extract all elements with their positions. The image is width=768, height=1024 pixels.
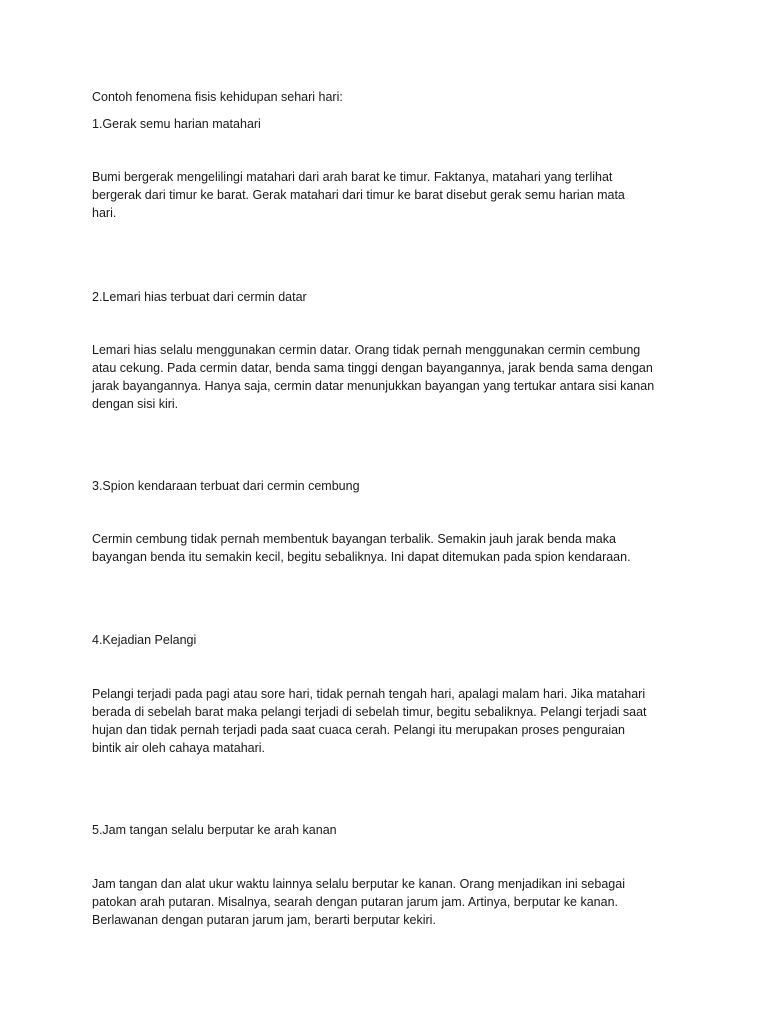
body-line: jarak bayangannya. Hanya saja, cermin datar menunjukkan bayangan yang tertukar antara sisi kanan xyxy=(92,379,655,393)
section-heading-2: 2.Lemari hias terbuat dari cermin datar xyxy=(92,290,307,304)
body-line: bintik air oleh cahaya matahari. xyxy=(92,741,266,755)
body-line: Berlawanan dengan putaran jarum jam, berarti berputar kekiri. xyxy=(92,913,436,927)
body-line: atau cekung. Pada cermin datar, benda sama tinggi dengan bayangannya, jarak benda sama dengan xyxy=(92,361,653,375)
section-heading-5: 5.Jam tangan selalu berputar ke arah kanan xyxy=(92,823,337,837)
section-body-1 xyxy=(92,168,692,222)
intro-text: Contoh fenomena fisis kehidupan sehari hari: xyxy=(92,90,343,104)
body-line: dengan sisi kiri. xyxy=(92,397,179,411)
body-line: Jam tangan dan alat ukur waktu lainnya selalu berputar ke kanan. Orang menjadikan ini sebagai xyxy=(92,877,625,891)
section-body-5 xyxy=(92,875,692,929)
section-heading-4: 4.Kejadian Pelangi xyxy=(92,633,197,647)
section-heading-3: 3.Spion kendaraan terbuat dari cermin cembung xyxy=(92,479,360,493)
body-line: Bumi bergerak mengelilingi matahari dari arah barat ke timur. Faktanya, matahari yang terlihat xyxy=(92,170,613,184)
body-line: Cermin cembung tidak pernah membentuk bayangan terbalik. Semakin jauh jarak benda maka xyxy=(92,532,616,546)
section-body-2 xyxy=(92,341,692,413)
body-line: Lemari hias selalu menggunakan cermin datar. Orang tidak pernah menggunakan cermin cembung xyxy=(92,343,641,357)
body-line: bayangan benda itu semakin kecil, begitu sebaliknya. Ini dapat ditemukan pada spion kendaraan. xyxy=(92,550,631,564)
body-line: patokan arah putaran. Misalnya, searah dengan putaran jarum jam. Artinya, berputar ke kanan. xyxy=(92,895,619,909)
body-line: bergerak dari timur ke barat. Gerak matahari dari timur ke barat disebut gerak semu harian mata xyxy=(92,188,625,202)
body-line: berada di sebelah barat maka pelangi terjadi di sebelah timur, begitu sebaliknya. Pelangi terjadi saat xyxy=(92,705,647,719)
body-line: hujan dan tidak pernah terjadi pada saat cuaca cerah. Pelangi itu merupakan proses penguraian xyxy=(92,723,626,737)
section-heading-1: 1.Gerak semu harian matahari xyxy=(92,117,261,131)
section-body-4 xyxy=(92,685,692,757)
body-line: Pelangi terjadi pada pagi atau sore hari, tidak pernah tengah hari, apalagi malam hari. Jika matahari xyxy=(92,687,646,701)
body-line: hari. xyxy=(92,206,117,220)
section-body-3 xyxy=(92,530,692,566)
